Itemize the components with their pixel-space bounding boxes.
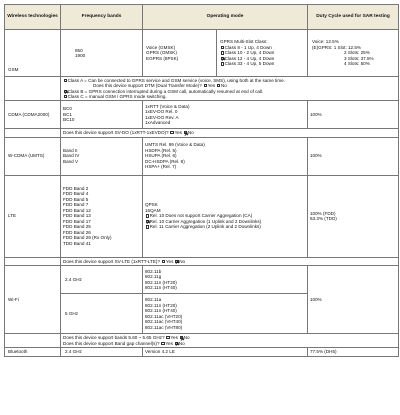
lte-band: FDD Band 25: [63, 224, 91, 230]
multislot-title: GPRS Multi-Slot Class:: [220, 39, 268, 45]
wcdma-bands: [61, 137, 143, 175]
cdma-mode: 1xRTT (Voice & Data): [145, 103, 190, 109]
lte-band: TDD Band 41: [63, 240, 91, 246]
wcdma-modes: [143, 137, 308, 175]
wcdma-duty: 100%: [308, 137, 399, 175]
lte-band: FDD Band 2: [63, 185, 89, 191]
svdo-text: Does this device support SV-DO (1xRTT-1xEVDO)?: [63, 130, 169, 135]
wifi-mode: 802.11g: [145, 274, 162, 279]
gsm-mode: Voice (GMSK): [146, 44, 176, 50]
wifi-mode: 802.11n (HT20): [145, 302, 177, 308]
header-tech: Wireless technologies: [5, 5, 61, 30]
checkbox[interactable]: [170, 131, 173, 134]
lte-ca-option: [145, 224, 305, 230]
duty-line: 63.3% (TDD): [310, 216, 337, 221]
cdma-band: BC0: [63, 106, 72, 112]
class-c-note: [63, 94, 396, 100]
lte-band: FDD Band 13: [63, 213, 91, 219]
header-bands: Frequency bands: [61, 5, 143, 30]
multislot-option: [220, 61, 307, 67]
lte-band: FDD Band 7: [63, 202, 89, 208]
wifi-question-spacer: [5, 334, 61, 348]
wifi-gap-question: [63, 341, 396, 347]
multislot-label: Class 8 - 1 Up, 4 Down: [224, 44, 272, 50]
lte-mode: 16QAM: [145, 207, 161, 213]
no-label: No: [220, 83, 227, 88]
wifi-name: Wi-Fi: [5, 266, 61, 334]
wifi-mode: 802.11ac (VHT80): [145, 324, 183, 330]
wcdma-row: [5, 137, 399, 175]
duty-line: (E)GPRS: 1 Slot: 12.5%: [312, 44, 362, 50]
header-duty: Duty Cycle used for SAR testing: [308, 5, 399, 30]
lte-bands: [61, 175, 143, 257]
bluetooth-mode: Version 4.2 LE: [143, 348, 308, 357]
duty-line: 100% (FDD): [310, 210, 336, 216]
wifi-band-5: 5 GHz: [61, 294, 143, 334]
cdma-band: BC10: [63, 117, 75, 123]
wcdma-mode: DC-HSDPA (Rel. 8): [145, 158, 185, 164]
checkbox-checked[interactable]: [64, 90, 67, 93]
lte-question: [61, 257, 399, 266]
gsm-row: [5, 30, 399, 77]
checkbox[interactable]: [217, 84, 220, 87]
ca-label: Rel. 11 Carrier Aggregation (2 Uplink and 2 Downlinks): [149, 224, 261, 230]
checkbox[interactable]: [146, 225, 149, 228]
checkbox[interactable]: [166, 336, 169, 339]
checkbox[interactable]: [221, 62, 224, 65]
gsm-name: GSM: [5, 30, 61, 77]
yes-label: Yes: [174, 130, 182, 135]
duty-line: 3 Slots: 37.5%: [344, 55, 374, 61]
lte-row: [5, 175, 399, 257]
cdma-duty: 100%: [308, 101, 399, 129]
no-label: No: [178, 340, 185, 346]
gsm-modes: [143, 30, 308, 77]
multislot-label: Class 33 - 4 Up, 5 Down: [224, 61, 275, 67]
gsm-notes-spacer: [5, 77, 61, 101]
cdma-mode: 1xEV-DO Rel. 0: [145, 109, 178, 114]
cdma-question: [61, 129, 399, 138]
wifi-mode: 802.11b: [145, 268, 162, 274]
gsm-notes-row: [5, 77, 399, 101]
ca-label: Rel. 10 Carrier Aggregation (1 Uplink and 2 Downlinks): [149, 218, 262, 224]
lte-band: FDD Band 12: [63, 207, 91, 213]
yes-label: Yes: [207, 83, 216, 88]
checkbox-checked[interactable]: [146, 220, 149, 223]
wifi-modes-24: [143, 266, 308, 294]
gsm-duty: [308, 30, 399, 77]
lte-duty: [308, 175, 399, 257]
wcdma-band: Band V: [63, 158, 79, 164]
cdma-question-row: [5, 129, 399, 138]
lte-modes: [143, 175, 308, 257]
bands-question-text: Does this device support bands 5.60 ~ 5.65 GHz?: [63, 335, 165, 340]
bluetooth-duty: 77.5% (DH5): [308, 348, 399, 357]
ca-label: Rel. 10 Does not support Carrier Aggregation (CA): [149, 213, 253, 219]
gsm-band: 850: [75, 47, 83, 53]
gsm-notes: [61, 77, 399, 101]
wcdma-mode: HSPA+ (Rel. 7): [145, 164, 177, 170]
wcdma-mode: HSUPA (Rel. 6): [145, 153, 177, 159]
checkbox[interactable]: [162, 260, 165, 263]
table-header-row: [5, 5, 399, 30]
no-label: No: [187, 130, 194, 135]
lte-question-spacer: [5, 257, 61, 266]
lte-question-row: [5, 257, 399, 266]
lte-band: FDD Band 4: [63, 191, 89, 197]
wcdma-name: W-CDMA (UMTS): [5, 137, 61, 175]
checkbox[interactable]: [146, 214, 149, 217]
wcdma-band: Band IV: [63, 153, 80, 159]
checkbox[interactable]: [204, 84, 207, 87]
checkbox-checked[interactable]: [184, 131, 187, 134]
technology-table: [4, 4, 399, 357]
duty-line: Voice: 12.5%: [312, 39, 339, 45]
wifi-mode: 802.11n (HT20): [145, 279, 177, 285]
checkbox-checked[interactable]: [180, 336, 183, 339]
lte-band: FDD Band 26: [63, 229, 91, 235]
gap-question-text: Does this device support Band gap channel(s)?: [63, 340, 160, 346]
wifi-question-row: [5, 334, 399, 348]
class-b-text: Class B = GPRS connection interrupted during a GSM call, automatically resumed at end of call.: [67, 88, 264, 94]
wifi-band-24: 2.4 GHz: [61, 266, 143, 294]
lte-mode: QPSK: [145, 202, 158, 208]
wifi-mode: 802.11n (HT40): [145, 308, 177, 313]
bluetooth-row: [5, 348, 399, 357]
duty-line: 2 Slots: 25%: [344, 50, 370, 56]
cdma-modes: [143, 101, 308, 129]
duty-line: 4 Slots: 50%: [344, 61, 370, 67]
gsm-bands: [61, 30, 143, 77]
wifi-mode: 802.11ac (VHT40): [145, 319, 183, 324]
wcdma-mode: HSDPA (Rel. 5): [145, 147, 177, 153]
class-a-text: Class A = Can be connected to GPRS service and GSM service (voice, SMS), using both at the same time.: [67, 77, 285, 83]
wcdma-mode: UMTS Rel. 99 (Voice & Data): [145, 142, 205, 148]
wifi-mode: 802.11a: [145, 297, 162, 302]
wifi-24-row: [5, 266, 399, 294]
cdma-mode: 1xEV-DO Rev. A: [145, 114, 179, 120]
checkbox-checked[interactable]: [175, 260, 178, 263]
multislot-label: Class 12 - 4 Up, 4 Down: [224, 55, 275, 61]
yes-label: Yes: [165, 340, 173, 346]
lte-band: FDD Band 17: [63, 218, 91, 224]
bluetooth-name: Bluetooth: [5, 348, 61, 357]
checkbox[interactable]: [64, 79, 67, 82]
no-label: No: [183, 335, 190, 340]
checkbox-checked[interactable]: [221, 57, 224, 60]
gsm-mode: EGPRS (8PSK): [146, 55, 179, 61]
svlte-text: Does this device support SV-LTE (1xRTT-LTE)?: [63, 258, 161, 264]
lte-name: LTE: [5, 175, 61, 257]
checkbox[interactable]: [161, 342, 164, 345]
wcdma-band: Band II: [63, 147, 78, 153]
bluetooth-band: 2.4 GHz: [61, 348, 143, 357]
wifi-mode: 802.11n (HT40): [145, 285, 177, 290]
checkbox-checked[interactable]: [175, 342, 178, 345]
lte-band: FDD Band 29 (Rx Only): [63, 235, 112, 241]
wifi-mode: 802.11ac (VHT20): [145, 313, 183, 319]
gsm-band: 1900: [75, 53, 86, 58]
wifi-duty: 100%: [308, 266, 399, 334]
cdma-row: [5, 101, 399, 129]
cdma-bands: [61, 101, 143, 129]
yes-label: Yes: [170, 335, 178, 340]
class-c-text: Class C = manual GSM / GPRS mode switching.: [67, 94, 167, 99]
cdma-question-spacer: [5, 129, 61, 138]
checkbox[interactable]: [64, 95, 67, 98]
multislot-label: Class 10 - 2 Up, 4 Down: [224, 50, 275, 56]
wifi-modes-5: [143, 294, 308, 334]
no-label: No: [179, 258, 186, 264]
cdma-mode: 1xAdvanced: [145, 120, 171, 125]
checkbox[interactable]: [221, 46, 224, 49]
cdma-name: CDMA (CDMA2000): [5, 101, 61, 129]
header-mode: Operating mode: [143, 5, 308, 30]
lte-band: FDD Band 5: [63, 196, 89, 202]
yes-label: Yes: [165, 258, 174, 264]
checkbox[interactable]: [221, 51, 224, 54]
gsm-mode: GPRS (GMSK): [146, 50, 177, 56]
dtm-text: Does this device support DTM (Dual Transfer Mode)?: [93, 83, 202, 88]
wifi-questions: [61, 334, 399, 348]
cdma-band: BC1: [63, 111, 72, 117]
